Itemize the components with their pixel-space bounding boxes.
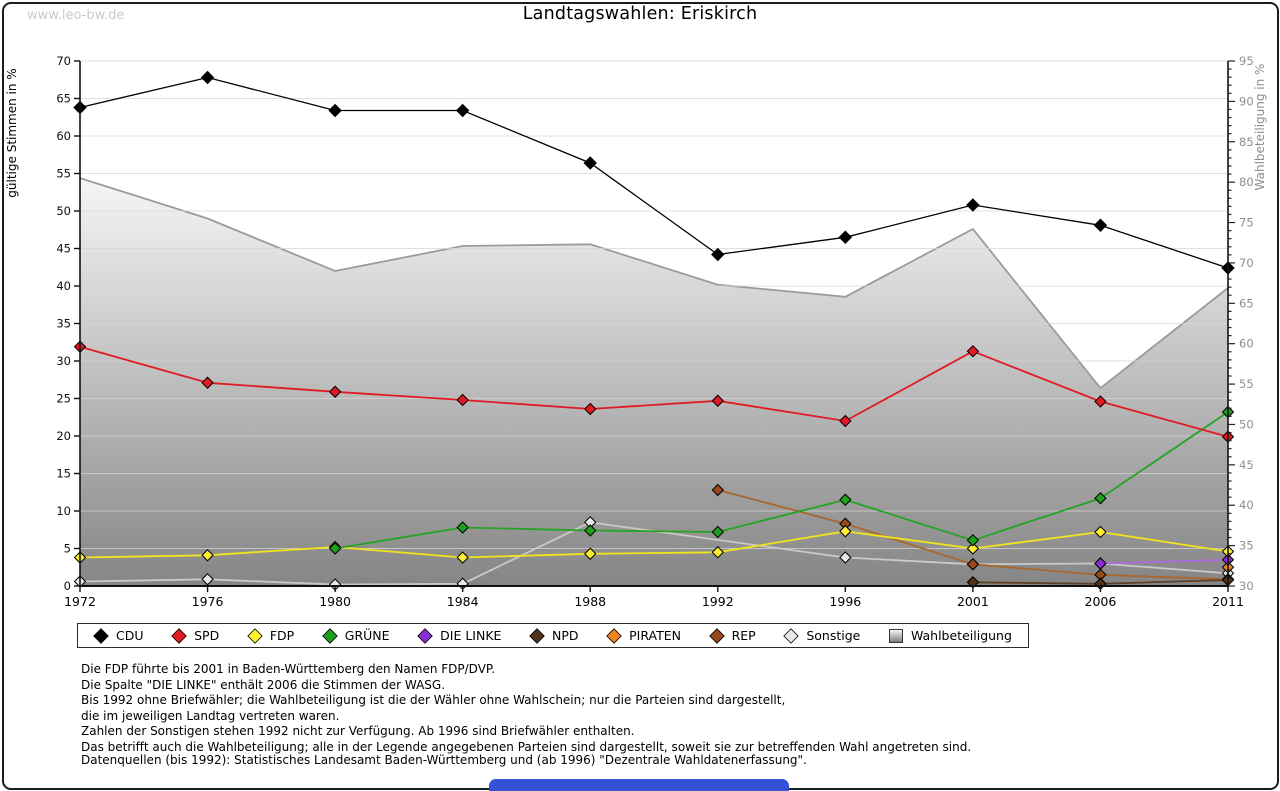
svg-text:45: 45: [56, 241, 71, 256]
legend-label: GRÜNE: [344, 628, 390, 643]
svg-text:40: 40: [56, 279, 71, 293]
axis-titles: [5, 64, 1267, 198]
svg-text:50: 50: [1239, 417, 1254, 432]
x-ticks: [64, 586, 1244, 609]
svg-text:75: 75: [1239, 215, 1254, 230]
svg-text:35: 35: [1239, 538, 1254, 553]
legend-label: CDU: [116, 628, 144, 643]
svg-text:60: 60: [56, 129, 71, 143]
legend-label: PIRATEN: [629, 628, 681, 643]
svg-text:gültige Stimmen in %: gültige Stimmen in %: [5, 68, 19, 198]
legend-diamond-icon: [247, 628, 262, 643]
svg-text:1984: 1984: [446, 594, 479, 609]
chart-legend: [77, 623, 1029, 648]
footnote-line: Die FDP führte bis 2001 in Baden-Württemberg den Namen FDP/DVP.: [81, 662, 496, 676]
svg-text:45: 45: [1239, 457, 1254, 472]
legend-diamond-icon: [171, 628, 186, 643]
y-left-ticks: [56, 54, 80, 593]
svg-text:2006: 2006: [1084, 594, 1117, 609]
legend-diamond-icon: [93, 628, 108, 643]
svg-text:25: 25: [56, 391, 71, 406]
svg-text:65: 65: [1239, 296, 1254, 311]
svg-text:20: 20: [56, 429, 71, 443]
series-wahlbeteiligung-area: [80, 178, 1228, 586]
y-right-ticks: [1228, 54, 1254, 593]
legend-diamond-icon: [417, 628, 432, 643]
legend-item-spd: [172, 628, 219, 643]
legend-label: SPD: [194, 628, 220, 643]
legend-diamond-icon: [322, 628, 337, 643]
svg-text:80: 80: [1239, 175, 1254, 190]
bottom-scrollbar-thumb[interactable]: [489, 779, 789, 791]
legend-label: Sonstige: [806, 628, 861, 643]
chart-title: Landtagswahlen: Eriskirch: [522, 4, 758, 24]
footnote-line: Das betrifft auch die Wahlbeteiligung; alle in der Legende angegebenen Parteien sind dargestellt, soweit sie zur betreffenden Wahl angetreten sind.: [81, 739, 972, 754]
svg-text:2011: 2011: [1212, 594, 1244, 609]
legend-item-rep: [710, 628, 756, 643]
footnote-line: Zahlen der Sonstigen stehen 1992 nicht zur Verfügung. Ab 1996 sind Briefwähler enthalten.: [81, 724, 635, 739]
svg-text:55: 55: [1239, 377, 1254, 392]
svg-text:10: 10: [56, 504, 71, 518]
legend-label: DIE LINKE: [440, 628, 502, 643]
footnotes: [81, 662, 971, 756]
legend-diamond-icon: [709, 628, 724, 643]
svg-text:35: 35: [56, 316, 71, 331]
legend-diamond-icon: [529, 628, 544, 643]
svg-text:1976: 1976: [191, 594, 224, 609]
svg-text:70: 70: [56, 54, 71, 68]
svg-text:60: 60: [1239, 336, 1254, 351]
footnote-line: Die Spalte "DIE LINKE" enthält 2006 die Stimmen der WASG.: [81, 677, 446, 692]
legend-gradient-square-icon: [889, 629, 903, 643]
svg-text:40: 40: [1239, 498, 1254, 513]
svg-text:90: 90: [1239, 94, 1254, 109]
svg-text:Wahlbeteiligung in %: Wahlbeteiligung in %: [1253, 63, 1267, 191]
svg-text:1992: 1992: [701, 594, 734, 609]
svg-text:70: 70: [1239, 255, 1254, 270]
svg-text:1972: 1972: [64, 594, 96, 609]
legend-label: NPD: [552, 628, 579, 643]
legend-item-wahlbeteiligung: [889, 628, 1012, 643]
legend-item-cdu: [94, 628, 144, 643]
legend-diamond-icon: [784, 628, 799, 643]
svg-text:1988: 1988: [574, 594, 607, 609]
svg-text:85: 85: [1239, 134, 1254, 149]
legend-item-fdp: [248, 628, 294, 643]
svg-text:0: 0: [63, 579, 71, 593]
legend-item-sonstige: [784, 628, 860, 643]
legend-diamond-icon: [606, 628, 621, 643]
legend-item-grüne: [323, 628, 390, 643]
svg-text:50: 50: [56, 204, 71, 218]
svg-text:5: 5: [63, 541, 71, 556]
svg-text:2001: 2001: [956, 594, 989, 609]
watermark: www.leo-bw.de: [27, 8, 125, 23]
svg-text:30: 30: [1239, 579, 1254, 593]
data-source-note: Datenquellen (bis 1992): Statistisches Landesamt Baden-Württemberg und (ab 1996) "Dezentrale Wahldatenerfassung".: [81, 753, 807, 767]
svg-text:55: 55: [56, 166, 71, 181]
footnote-line: Bis 1992 ohne Briefwähler; die Wahlbeteiligung ist die der Wähler ohne Wahlschein; nur die Parteien sind dargestellt,: [81, 693, 786, 708]
svg-text:95: 95: [1239, 54, 1254, 68]
svg-text:15: 15: [56, 466, 71, 481]
legend-label: REP: [731, 628, 756, 643]
legend-label: FDP: [269, 628, 295, 643]
legend-item-die-linke: [418, 628, 501, 643]
legend-item-npd: [530, 628, 579, 643]
svg-text:30: 30: [56, 354, 71, 368]
footnote-line: die im jeweiligen Landtag vertreten waren.: [81, 708, 340, 723]
svg-text:65: 65: [56, 91, 71, 106]
legend-label: Wahlbeteiligung: [910, 628, 1012, 643]
svg-text:1980: 1980: [319, 594, 352, 609]
svg-text:1996: 1996: [829, 594, 862, 609]
legend-item-piraten: [607, 628, 681, 643]
